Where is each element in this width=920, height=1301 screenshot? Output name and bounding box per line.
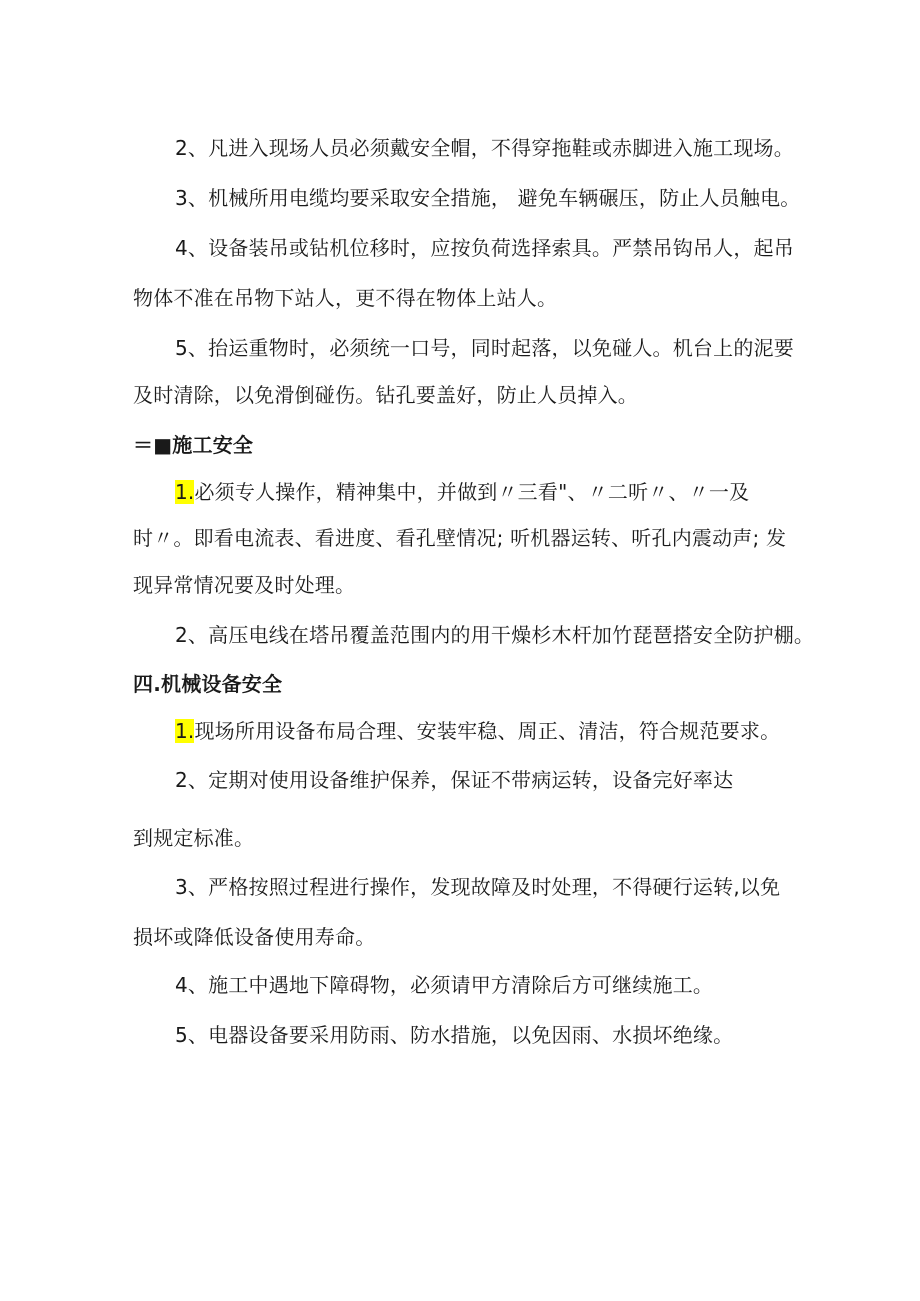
- paragraph-line: 5、抬运重物时，必须统一口号，同时起落，以免碰人。机台上的泥要: [175, 336, 794, 360]
- paragraph-line: 时〃。即看电流表、看进度、看孔壁情况; 听机器运转、听孔内震动声; 发: [133, 526, 787, 550]
- paragraph-line: 4、施工中遇地下障碍物，必须请甲方清除后方可继续施工。: [175, 973, 714, 997]
- paragraph-line: 物体不准在吊物下站人，更不得在物体上站人。: [133, 286, 558, 310]
- paragraph-text: 现场所用设备布局合理、安装牢稳、周正、清洁，符合规范要求。: [194, 719, 781, 743]
- paragraph-line: 及时清除，以免滑倒碰伤。钻孔要盖好，防止人员掉入。: [133, 383, 638, 407]
- section-heading-construction-safety: ＝■施工安全: [133, 433, 254, 457]
- paragraph-line: 3、严格按照过程进行操作，发现故障及时处理，不得硬行运转,以免: [175, 875, 781, 899]
- paragraph-line: 2、凡进入现场人员必须戴安全帽，不得穿拖鞋或赤脚进入施工现场。: [175, 136, 794, 160]
- paragraph-line: 3、机械所用电缆均要采取安全措施， 避免车辆碾压，防止人员触电。: [175, 186, 801, 210]
- paragraph-line: 2、高压电线在塔吊覆盖范围内的用干燥杉木杆加竹琵琶搭安全防护棚。: [175, 623, 815, 647]
- paragraph-line: 4、设备装吊或钻机位移时，应按负荷选择索具。严禁吊钩吊人，起吊: [175, 236, 794, 260]
- highlighted-number: 1.: [175, 719, 195, 743]
- paragraph-line: [175, 717, 780, 745]
- paragraph-line: [175, 478, 749, 506]
- paragraph-line: 2、定期对使用设备维护保养，保证不带病运转，设备完好率达: [175, 768, 734, 792]
- highlighted-number: 1.: [175, 480, 195, 504]
- paragraph-line: 到规定标准。: [133, 826, 255, 850]
- paragraph-line: 损坏或降低设备使用寿命。: [133, 925, 376, 949]
- paragraph-line: 现异常情况要及时处理。: [133, 573, 356, 597]
- paragraph-text: 必须专人操作，精神集中，并做到〃三看"、〃二听〃、〃一及: [194, 480, 750, 504]
- paragraph-line: 5、电器设备要采用防雨、防水措施，以免因雨、水损坏绝缘。: [175, 1023, 734, 1047]
- section-heading-machinery-safety: 四.机械设备安全: [133, 672, 283, 696]
